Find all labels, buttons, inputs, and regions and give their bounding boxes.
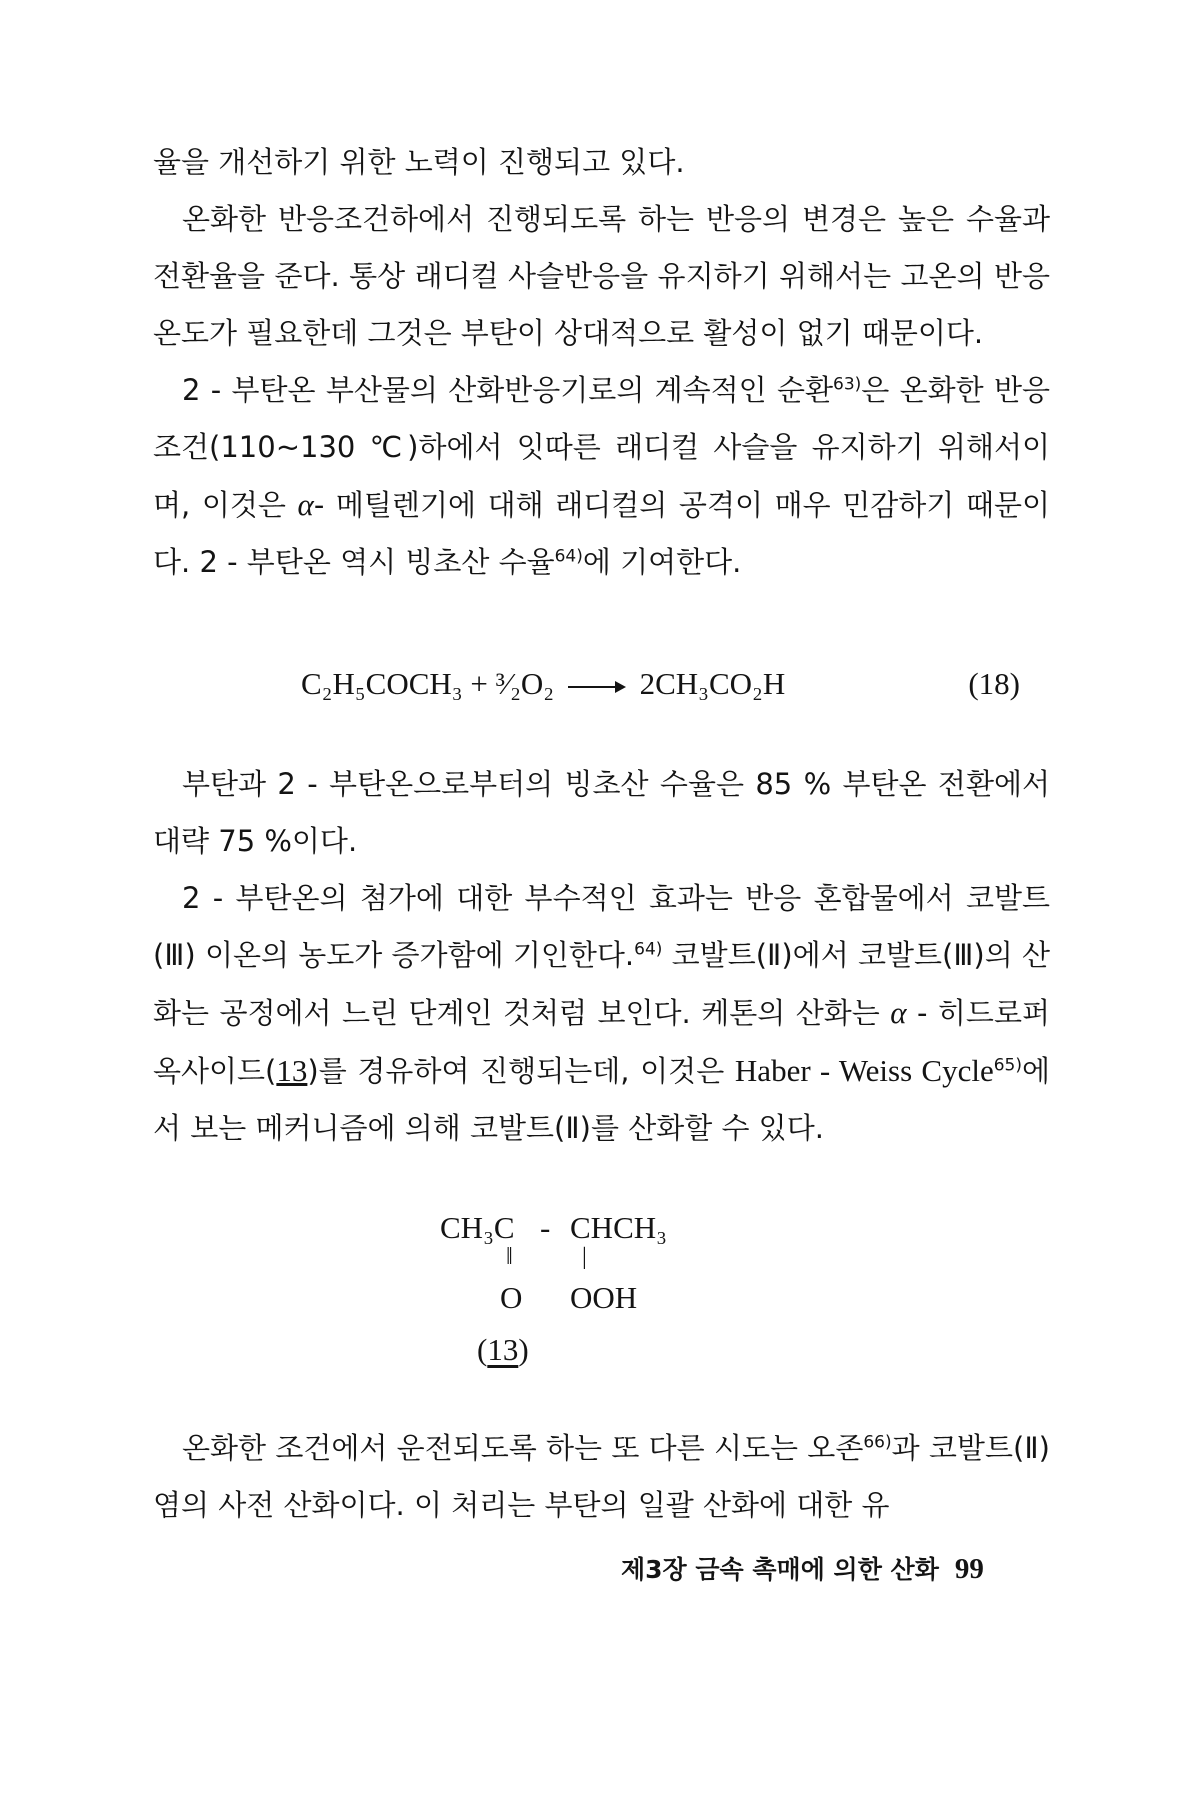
- paragraph-acetic-yield: 부탄과 2 - 부탄온으로부터의 빙초산 수율은 85 % 부탄온 전환에서 대략 75 %이다.: [153, 767, 1050, 858]
- single-bond-icon: |: [582, 1244, 587, 1270]
- text-span: - 히드로퍼옥사이드(: [153, 996, 1050, 1088]
- paragraph-butanone-recycle: [153, 362, 1050, 591]
- structure-carbonyl-oxygen: O: [500, 1280, 523, 1315]
- page-footer: [621, 1550, 984, 1586]
- running-head-chapter: 제3장 금속 촉매에 의한 산화: [621, 1555, 939, 1584]
- compound-label-13: [477, 1332, 529, 1368]
- text-span: 은 온화한 반응조건(110~130 ℃)하에서 잇따른 래디컬 사슬을 유지하기 위해서이며, 이것은: [153, 373, 1050, 522]
- footnote-ref-66: 66): [863, 1432, 892, 1453]
- haber-weiss-term: Haber - Weiss Cycle: [734, 1053, 994, 1088]
- structure-left-group: CH₃C: [440, 1210, 515, 1245]
- footnote-ref-64: 64): [554, 546, 583, 567]
- body-text-bottom: [153, 1420, 1050, 1534]
- alpha-symbol: α: [890, 995, 907, 1030]
- page-number: 99: [954, 1553, 984, 1585]
- text-span: - 메틸렌기에 대해 래디컬의 공격이 매우 민감하기 때문이다. 2 - 부탄온 역시 빙초산 수율: [153, 488, 1050, 579]
- paragraph-ozone: [153, 1420, 1050, 1534]
- body-text-top: [153, 134, 1050, 591]
- text-span: )를 경유하여 진행되는데, 이것은: [307, 1054, 735, 1088]
- text-span: 에 기여한다.: [582, 545, 742, 579]
- text-span: 2 - 부탄온의 첨가에 대한 부수적인 효과는 반응 혼합물에서 코발트(Ⅲ) 이온의 농도가 증가함에 기인한다.: [153, 881, 1050, 972]
- body-text-middle: [153, 756, 1050, 1157]
- alpha-symbol: α: [297, 487, 314, 522]
- label-close: ): [518, 1332, 529, 1367]
- footnote-ref-65: 65): [993, 1055, 1022, 1076]
- structure-right-group: CHCH₃: [570, 1210, 667, 1245]
- equation-lhs: C₂H₅COCH₃ + ³⁄₂O₂: [301, 666, 555, 701]
- label-open: (: [477, 1332, 488, 1367]
- paragraph-mild-conditions: 온화한 반응조건하에서 진행되도록 하는 반응의 변경은 높은 수율과 전환율을 준다. 통상 래디컬 사슬반응을 유지하기 위해서는 고온의 반응온도가 필요한데 그것은 부탄이 상대적으로 활성이 없기 때문이다.: [153, 202, 1050, 350]
- equation-18: [153, 662, 1050, 712]
- text-span: 2 - 부탄온 부산물의 산화반응기로의 계속적인 순환: [182, 373, 834, 407]
- text-span: 에서 보는 메커니즘에 의해 코발트(Ⅱ)를 산화할 수 있다.: [153, 1054, 1050, 1145]
- equation-formula: [301, 666, 785, 702]
- text-span: 과 코발트(Ⅱ)염의 사전 산화이다. 이 처리는 부탄의 일괄 산화에 대한 유: [153, 1431, 1050, 1522]
- text-span: 코발트(Ⅱ)에서 코발트(Ⅲ)의 산화는 공정에서 느린 단계인 것처럼 보인다. 케톤의 산화는: [153, 938, 1050, 1030]
- footnote-ref-63: 63): [833, 374, 862, 395]
- label-number: 13: [487, 1332, 519, 1367]
- double-bond-icon: ‖: [506, 1244, 513, 1270]
- structure-hydroperoxide: OOH: [570, 1280, 638, 1315]
- paragraph-cobalt-effect: [153, 870, 1050, 1157]
- reaction-arrow-icon: [568, 686, 624, 688]
- paragraph-continued: 율을 개선하기 위한 노력이 진행되고 있다.: [153, 145, 685, 179]
- text-span: 온화한 조건에서 운전되도록 하는 또 다른 시도는 오존: [182, 1431, 864, 1465]
- compound-ref: 13: [276, 1053, 308, 1088]
- footnote-ref-64b: 64): [634, 939, 663, 960]
- structure-dash: -: [540, 1210, 551, 1245]
- equation-rhs: 2CH₃CO₂H: [639, 666, 786, 701]
- equation-number: (18): [968, 666, 1020, 701]
